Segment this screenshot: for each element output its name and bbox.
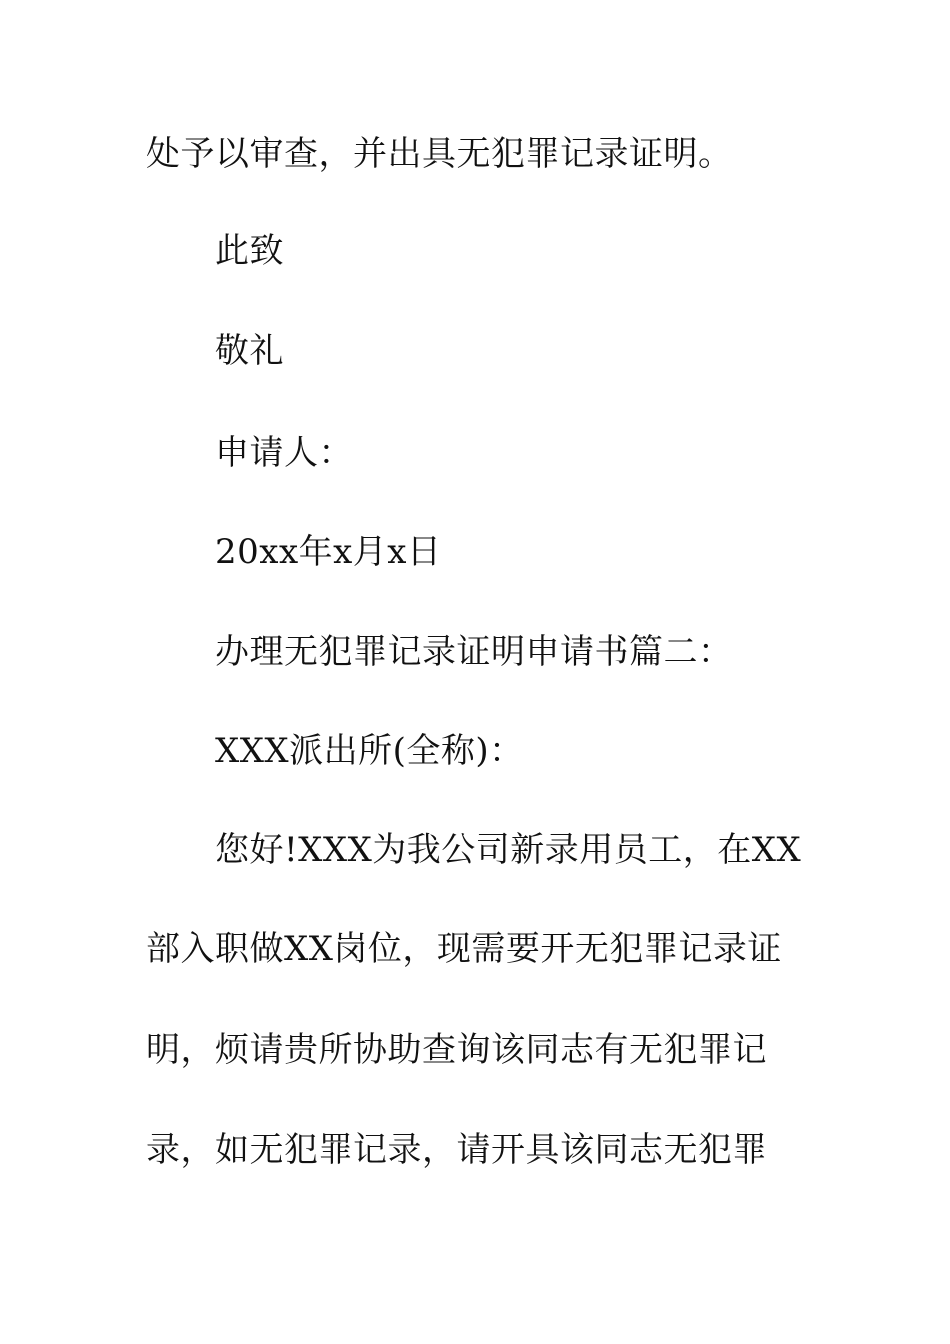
body-line-4: 录，如无犯罪记录，请开具该同志无犯罪 [146,1130,767,1170]
body-line-1: 您好!XXX为我公司新录用员工，在XX [215,830,802,870]
paragraph-line-1: 处予以审查，并出具无犯罪记录证明。 [146,134,733,174]
date-line: 20xx年x月x日 [215,532,442,572]
body-line-2: 部入职做XX岗位，现需要开无犯罪记录证 [146,929,782,969]
addressee-line: XXX派出所(全称)： [215,731,524,771]
section-heading: 办理无犯罪记录证明申请书篇二： [215,632,733,672]
applicant-label: 申请人： [215,433,353,473]
body-line-3: 明，烦请贵所协助查询该同志有无犯罪记 [146,1030,767,1070]
closing-line-jingli: 敬礼 [215,331,284,371]
closing-line-cizhi: 此致 [215,231,284,271]
